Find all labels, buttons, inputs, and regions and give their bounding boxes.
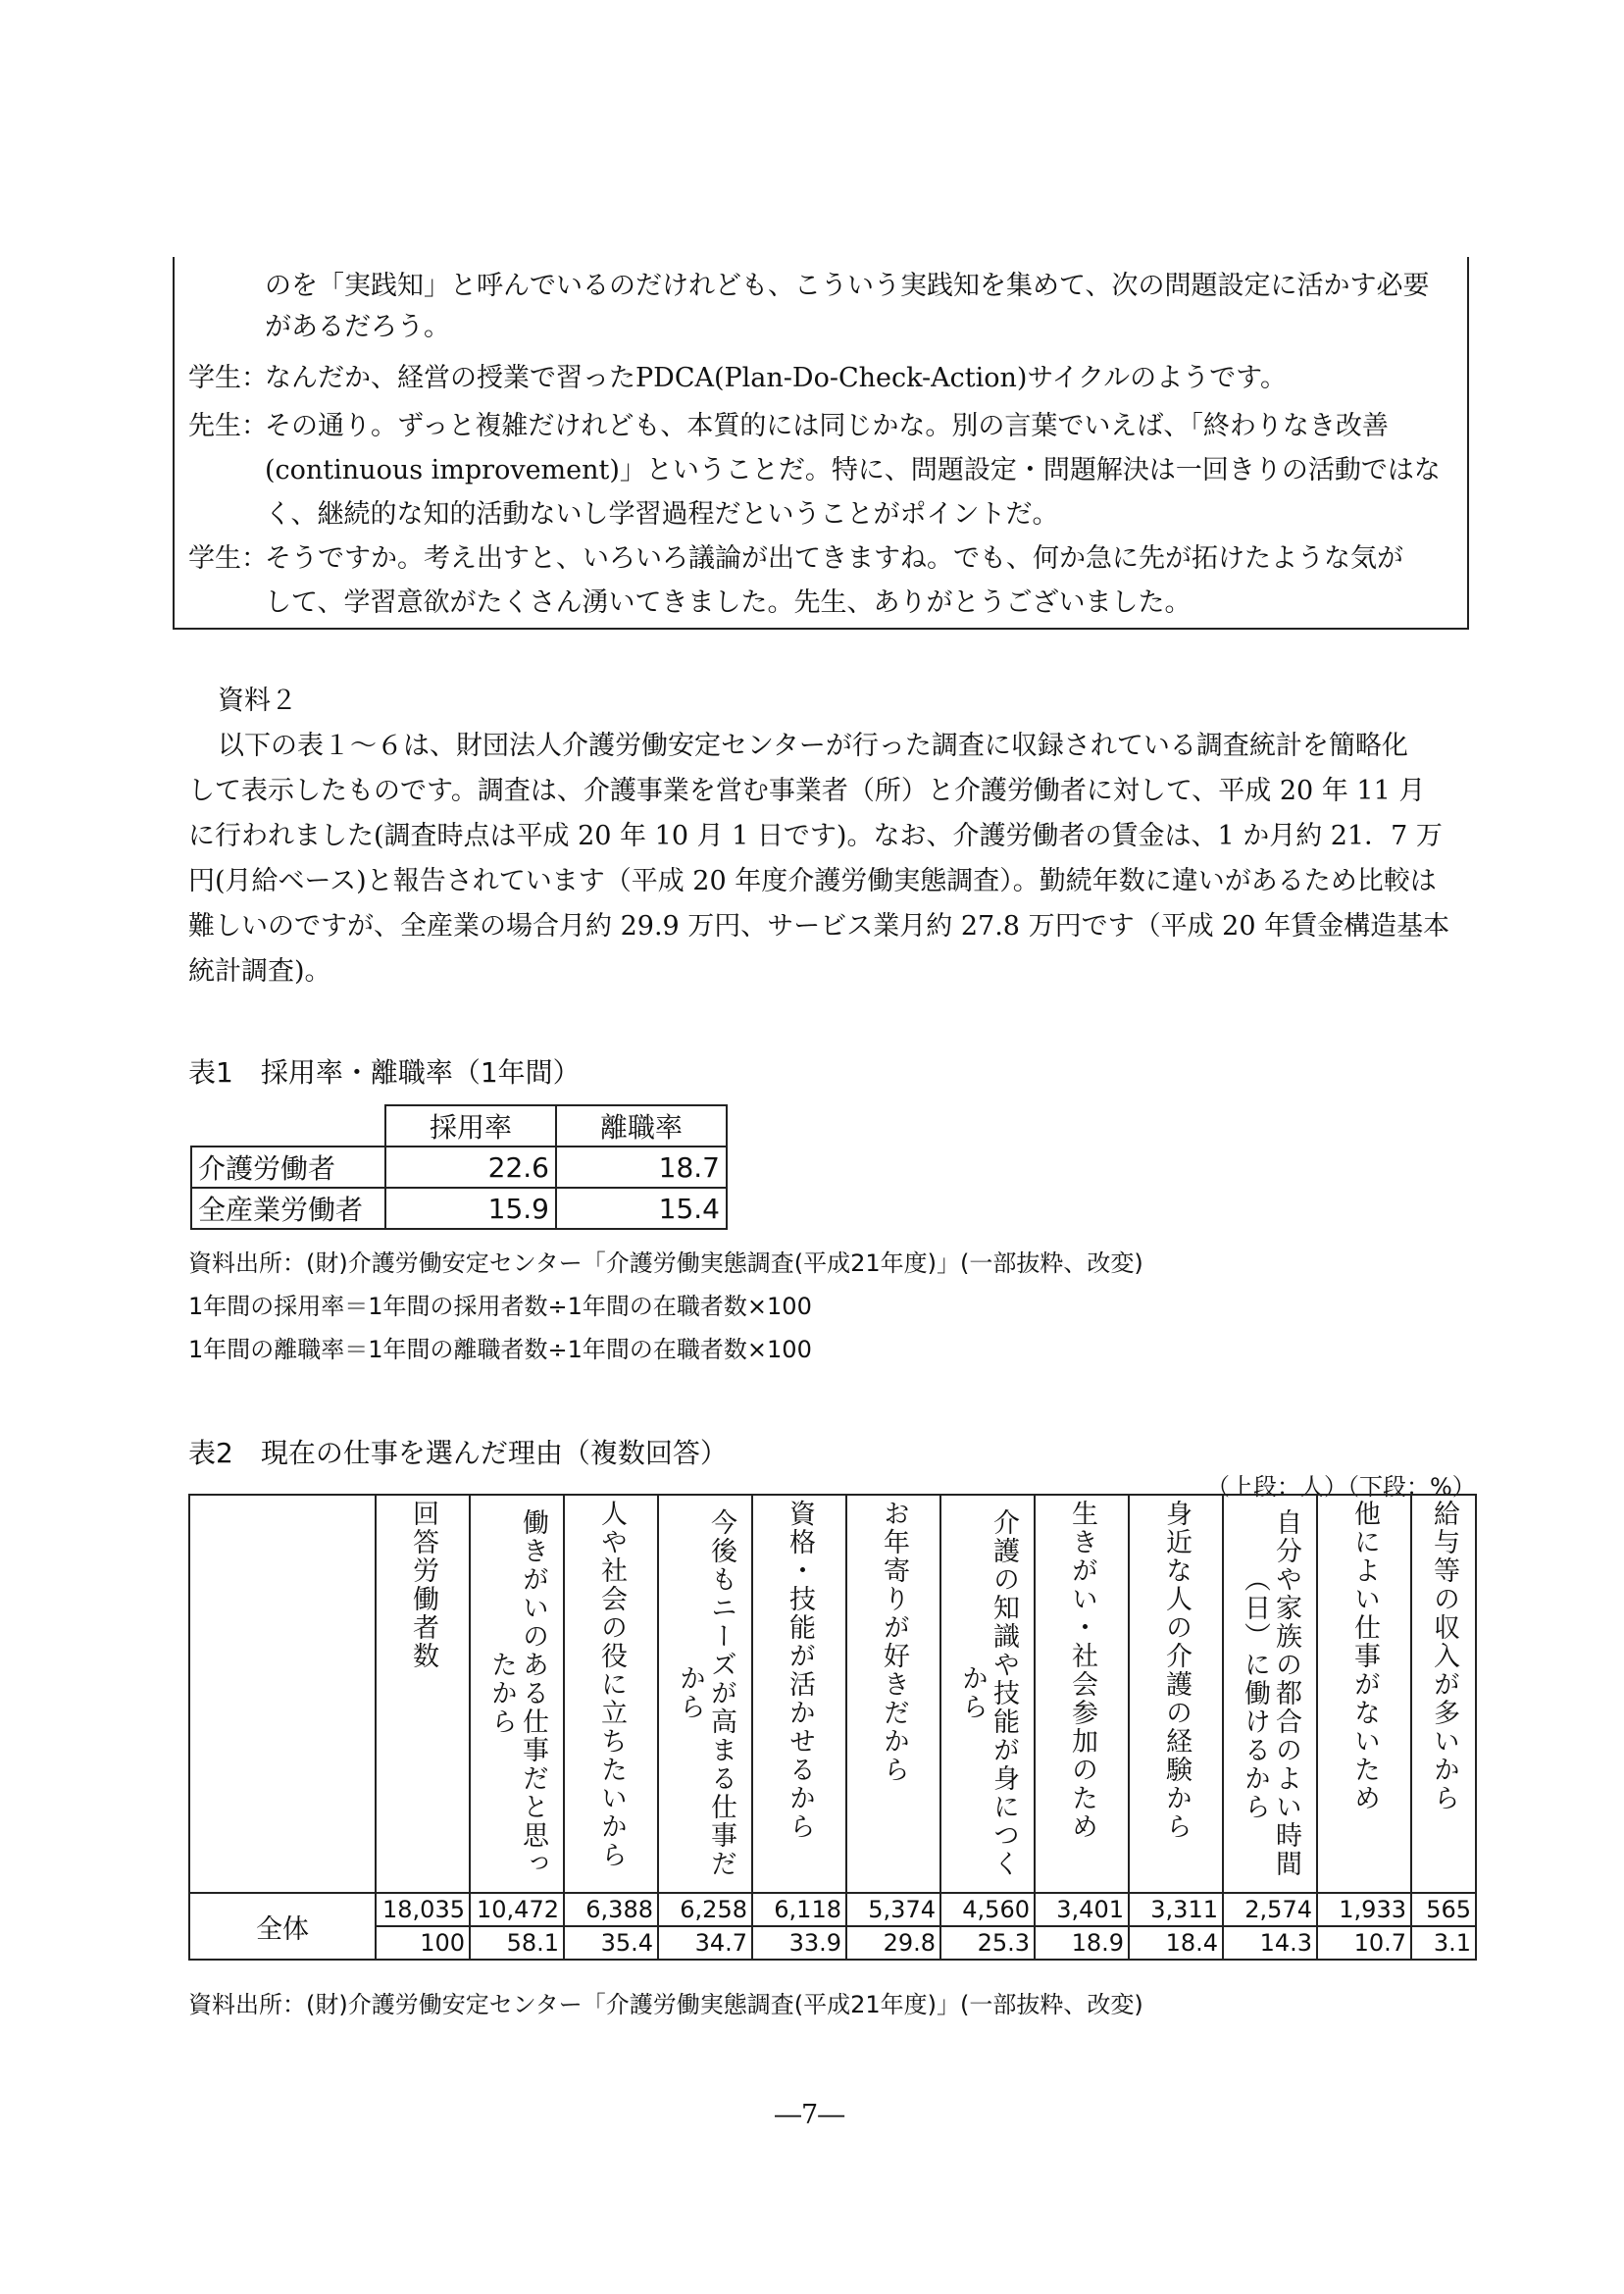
table1-corner	[191, 1105, 385, 1147]
table2-cell: 18.9	[1035, 1926, 1129, 1960]
table2-cell: 1,933	[1317, 1893, 1411, 1926]
table-row	[189, 1926, 1476, 1960]
material-paragraph: 以下の表１～６は、財団法人介護労働安定センターが行った調査に収録されている調査統計を簡略化	[218, 731, 1408, 761]
table2-header	[1317, 1495, 1411, 1893]
table2-cell: 14.3	[1223, 1926, 1317, 1960]
dialogue-line: して、学習意欲がたくさん湧いてきました。先生、ありがとうございました。	[265, 587, 1192, 618]
table1-row-label: 介護労働者	[191, 1147, 385, 1188]
table2-header-label: 給与等の収入が多いから	[1429, 1500, 1459, 1812]
material-paragraph: 統計調査)。	[188, 956, 331, 987]
dialogue-line: のを「実践知」と呼んでいるのだけれども、こういう実践知を集めて、次の問題設定に活かす必要	[265, 271, 1430, 301]
table2-header-label: 資格・技能が活かせるから	[785, 1500, 815, 1841]
table1-source: 資料出所：(財)介護労働安定センター「介護労働実態調査(平成21年度)」(一部抜粋、改変)	[188, 1249, 1143, 1277]
dialogue-line: なんだか、経営の授業で習ったPDCA(Plan-Do-Check-Action)サイクルのようです。	[265, 363, 1287, 393]
table2-cell: 6,258	[658, 1893, 752, 1926]
table2-header	[846, 1495, 940, 1893]
table2-cell: 25.3	[940, 1926, 1035, 1960]
table2-header-label: 身近な人の介護の経験から	[1161, 1500, 1192, 1841]
table2-caption: 表2 現在の仕事を選んだ理由（複数回答）	[188, 1437, 728, 1469]
table2-header	[752, 1495, 846, 1893]
dialogue-line: があるだろう。	[265, 312, 450, 342]
table2-header-label: お年寄りが好きだから	[879, 1500, 909, 1784]
table2-header	[376, 1495, 470, 1893]
table2-header	[658, 1495, 752, 1893]
table2-header-label: 回答労働者数	[408, 1500, 438, 1670]
table1-caption: 表1 採用率・離職率（1年間）	[188, 1056, 581, 1089]
dialogue-line: その通り。ずっと複雑だけれども、本質的には同じかな。別の言葉でいえば、「終わりなき改善	[265, 411, 1389, 441]
dialogue-line: く、継続的な知的活動ないし学習過程だということがポイントだ。	[265, 499, 1059, 530]
table2-row-label: 全体	[189, 1893, 376, 1960]
table2-source: 資料出所：(財)介護労働安定センター「介護労働実態調査(平成21年度)」(一部抜粋、改変)	[188, 1991, 1143, 2018]
table2-cell: 3,311	[1129, 1893, 1223, 1926]
table2-header-label: 今後もニーズが高まる仕事だから	[675, 1507, 736, 1878]
table2-header-label: 介護の知識や技能が身につくから	[957, 1507, 1019, 1878]
table1-row-label: 全産業労働者	[191, 1188, 385, 1229]
table2-header-label: 人や社会の役に立ちたいから	[596, 1500, 627, 1869]
table2-header-label: 生きがい・社会参加のため	[1067, 1500, 1097, 1841]
table2-cell: 4,560	[940, 1893, 1035, 1926]
table2-header-label: 他によい仕事がないため	[1349, 1500, 1380, 1812]
table1-cell: 18.7	[556, 1147, 727, 1188]
dialogue-speaker: 学生：	[188, 543, 268, 574]
material-paragraph: 円(月給ベース)と報告されています（平成 20 年度介護労働実態調査）。勤続年数に違いがあるため比較は	[188, 866, 1437, 896]
table2-cell: 35.4	[564, 1926, 658, 1960]
table1-header: 採用率	[385, 1105, 556, 1147]
table2-cell: 58.1	[470, 1926, 564, 1960]
page-number: ―7―	[775, 2100, 845, 2130]
table2-header	[470, 1495, 564, 1893]
table2-cell: 565	[1411, 1893, 1476, 1926]
table2-cell: 10.7	[1317, 1926, 1411, 1960]
table2-cell: 18,035	[376, 1893, 470, 1926]
table2-header-label: 働きがいのある仕事だと思ったから	[486, 1507, 548, 1878]
dialogue-speaker: 先生：	[188, 411, 268, 441]
material-heading: 資料２	[218, 686, 297, 716]
material-paragraph: 難しいのですが、全産業の場合月約 29.9 万円、サービス業月約 27.8 万円です（平成 20 年賃金構造基本	[188, 911, 1450, 942]
table1-cell: 15.4	[556, 1188, 727, 1229]
table2-cell: 10,472	[470, 1893, 564, 1926]
table2-cell: 3,401	[1035, 1893, 1129, 1926]
table2-corner	[189, 1495, 376, 1893]
table2-unit-note: （上段：人）（下段：%）	[1206, 1473, 1476, 1501]
table2-cell: 6,388	[564, 1893, 658, 1926]
table2-cell: 34.7	[658, 1926, 752, 1960]
table1-formula: 1年間の離職率＝1年間の離職者数÷1年間の在職者数×100	[188, 1336, 812, 1363]
table2-header	[1129, 1495, 1223, 1893]
table1-formula: 1年間の採用率＝1年間の採用者数÷1年間の在職者数×100	[188, 1293, 812, 1320]
table2	[188, 1494, 1477, 1961]
table2-cell: 29.8	[846, 1926, 940, 1960]
table2-cell: 3.1	[1411, 1926, 1476, 1960]
table1-cell: 15.9	[385, 1188, 556, 1229]
table2-header	[1223, 1495, 1317, 1893]
table2-header	[940, 1495, 1035, 1893]
table2-header-label: 自分や家族の都合のよい時間（日）に働けるから	[1240, 1507, 1301, 1878]
table-row	[191, 1188, 727, 1229]
material-paragraph: して表示したものです。調査は、介護事業を営む事業者（所）と介護労働者に対して、平成 20 年 11 月	[188, 776, 1426, 806]
table1-header: 離職率	[556, 1105, 727, 1147]
table2-header	[1035, 1495, 1129, 1893]
table2-cell: 2,574	[1223, 1893, 1317, 1926]
dialogue-line: そうですか。考え出すと、いろいろ議論が出てきますね。でも、何か急に先が拓けたような気が	[265, 543, 1403, 574]
table-row	[191, 1147, 727, 1188]
dialogue-speaker: 学生：	[188, 363, 268, 393]
table2-cell: 18.4	[1129, 1926, 1223, 1960]
table2-cell: 100	[376, 1926, 470, 1960]
table2-cell: 6,118	[752, 1893, 846, 1926]
table2-cell: 5,374	[846, 1893, 940, 1926]
table2-header	[564, 1495, 658, 1893]
table2-header	[1411, 1495, 1476, 1893]
table1	[190, 1104, 728, 1230]
table2-cell: 33.9	[752, 1926, 846, 1960]
table-row	[189, 1893, 1476, 1926]
material-paragraph: に行われました(調査時点は平成 20 年 10 月 1 日です)。なお、介護労働者の賃金は、1 か月約 21．7 万	[188, 821, 1443, 851]
dialogue-line: (continuous improvement)」ということだ。特に、問題設定・問題解決は一回きりの活動ではな	[265, 455, 1441, 485]
table1-cell: 22.6	[385, 1147, 556, 1188]
